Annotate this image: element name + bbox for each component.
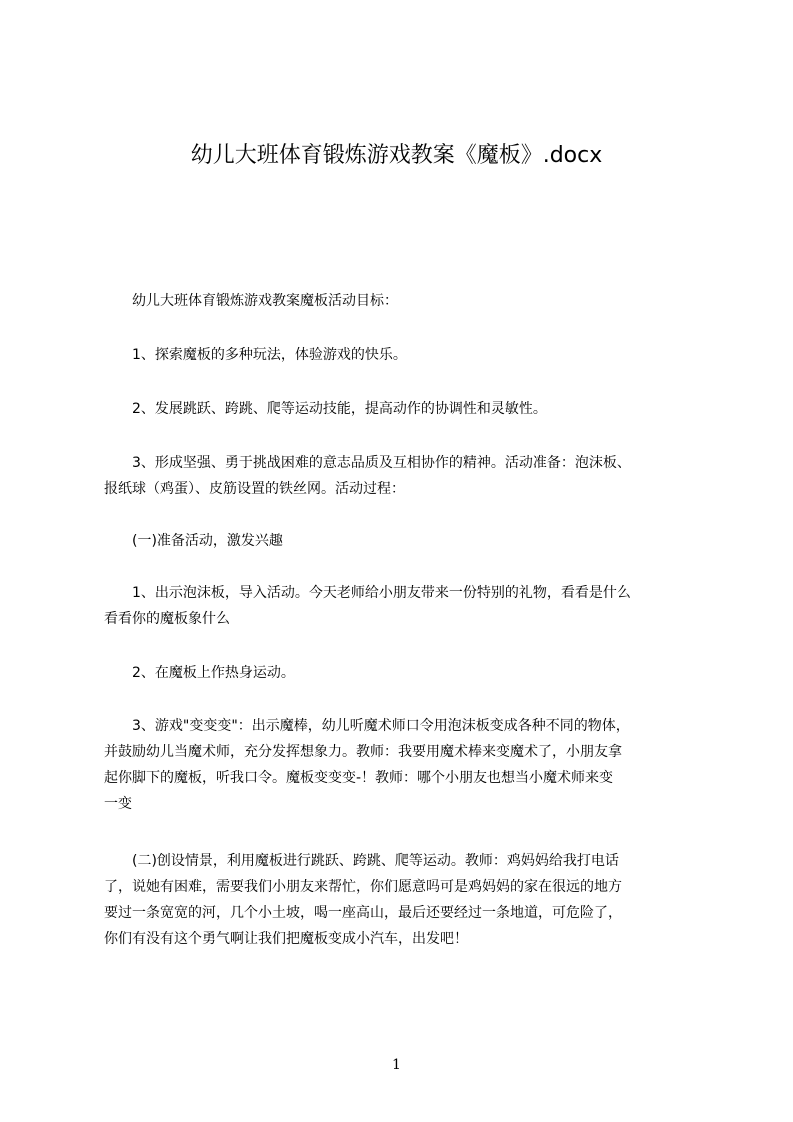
paragraph-objectives-heading xyxy=(104,288,714,314)
paragraph-line: 幼儿大班体育锻炼游戏教案魔板活动目标： xyxy=(104,293,398,309)
document-title: 幼儿大班体育锻炼游戏教案《魔板》.docx xyxy=(190,143,603,168)
paragraph-line: 3、形成坚强、勇于挑战困难的意志品质及互相协作的精神。活动准备：泡沫板、 xyxy=(104,455,631,471)
paragraph-step-2 xyxy=(104,660,714,686)
paragraph-line: 1、出示泡沫板，导入活动。今天老师给小朋友带来一份特别的礼物，看看是什么 xyxy=(104,585,631,601)
paragraph-line: (二)创设情景，利用魔板进行跳跃、跨跳、爬等运动。教师：鸡妈妈给我打电话 xyxy=(104,853,619,869)
paragraph-objective-2 xyxy=(104,396,714,422)
paragraph-line: 1、探索魔板的多种玩法，体验游戏的快乐。 xyxy=(104,347,407,363)
paragraph-line: 起你脚下的魔板，听我口令。魔板变变变-！教师：哪个小朋友也想当小魔术师来变 xyxy=(104,770,614,786)
paragraph-objective-3 xyxy=(104,450,714,502)
paragraph-line: 2、在魔板上作热身运动。 xyxy=(104,665,295,681)
paragraph-step-1 xyxy=(104,580,714,632)
paragraph-section-2 xyxy=(104,848,714,952)
paragraph-line: 报纸球（鸡蛋）、皮筋设置的铁丝网。活动过程： xyxy=(104,481,405,497)
paragraph-step-3 xyxy=(104,713,714,817)
page-number: 1 xyxy=(392,1057,401,1073)
paragraph-line: 要过一条宽宽的河，几个小土坡，喝一座高山，最后还要经过一条地道，可危险了， xyxy=(104,905,622,921)
paragraph-section-1-heading xyxy=(104,528,714,554)
paragraph-line: 并鼓励幼儿当魔术师，充分发挥想象力。教师：我要用魔术棒来变魔术了，小朋友拿 xyxy=(104,744,622,760)
paragraph-line: 看看你的魔板象什么 xyxy=(104,611,230,627)
paragraph-line: 2、发展跳跃、跨跳、爬等运动技能，提高动作的协调性和灵敏性。 xyxy=(104,401,547,417)
paragraph-line: 你们有没有这个勇气啊让我们把魔板变成小汽车，出发吧！ xyxy=(104,931,468,947)
paragraph-line: (一)准备活动，激发兴趣 xyxy=(104,533,283,549)
paragraph-line: 一变 xyxy=(104,796,132,812)
paragraph-line: 了，说她有困难，需要我们小朋友来帮忙，你们愿意吗可是鸡妈妈的家在很远的地方 xyxy=(104,879,622,895)
paragraph-line: 3、游戏"变变变"：出示魔棒，幼儿听魔术师口令用泡沫板变成各种不同的物体， xyxy=(104,718,630,734)
paragraph-objective-1 xyxy=(104,342,714,368)
